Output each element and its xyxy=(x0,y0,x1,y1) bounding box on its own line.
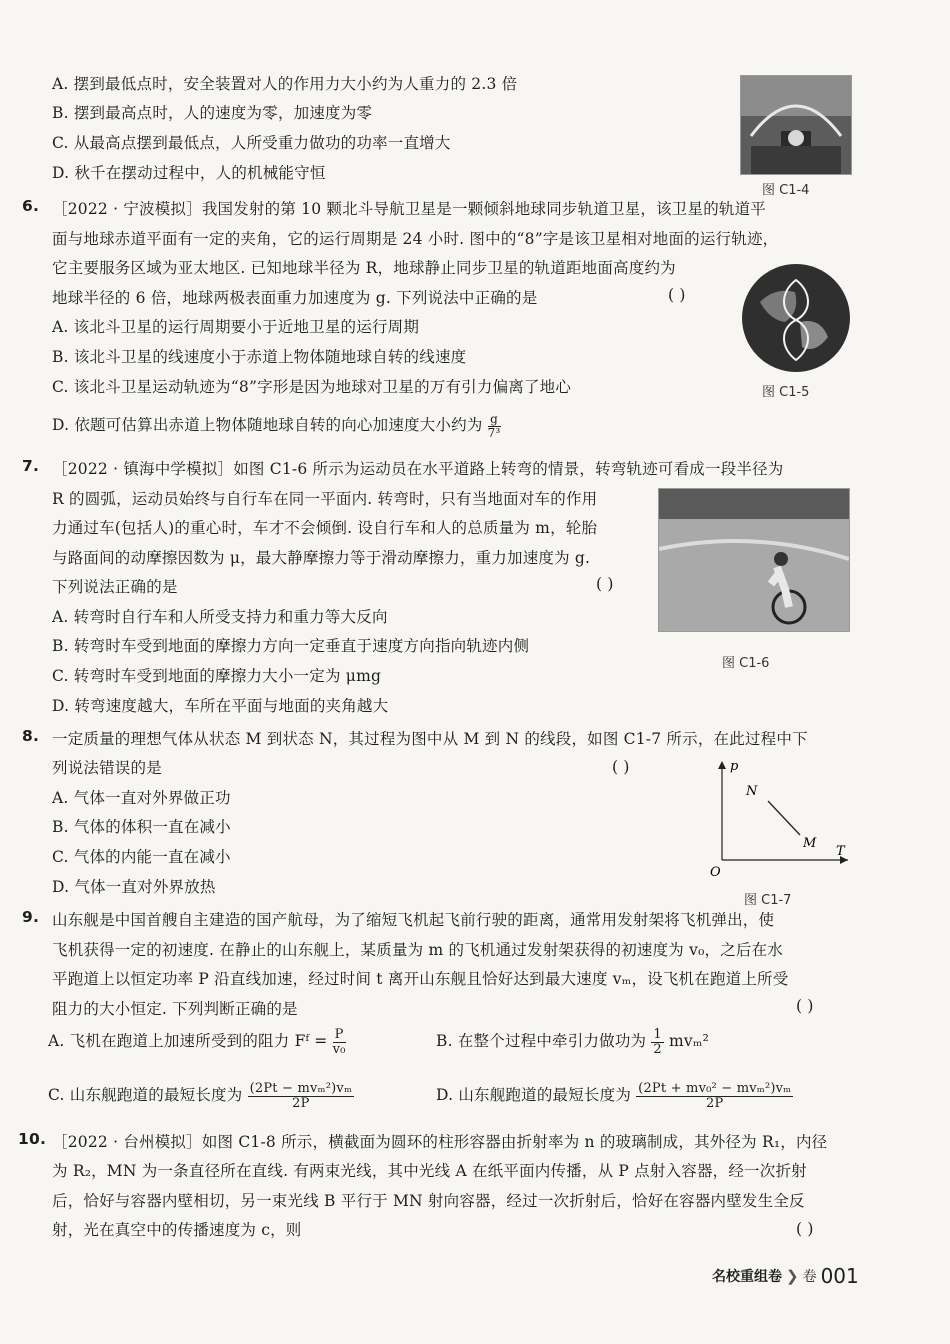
q6-line-2: 面与地球赤道平面有一定的夹角，它的运行周期是 24 小时. 图中的“8”字是该卫星相对地面的运行轨迹， xyxy=(52,230,779,248)
swing-photo-image xyxy=(741,76,851,174)
q8-number: 8. xyxy=(22,727,40,745)
q9-line-3: 平跑道上以恒定功率 P 沿直线加速，经过时间 t 离开山东舰且恰好达到最大速度 vₘ，设飞机在跑道上所受 xyxy=(52,970,789,988)
q6-option-c: C. 该北斗卫星运动轨迹为“8”字形是因为地球对卫星的万有引力偏离了地心 xyxy=(52,378,572,396)
q9-line-2: 飞机获得一定的初速度. 在静止的山东舰上，某质量为 m 的飞机通过发射架获得的初速度为 v₀，之后在水 xyxy=(52,941,784,959)
q9-option-b-fraction xyxy=(651,1028,663,1056)
cyclist-photo-image xyxy=(659,489,849,631)
q6-option-b: B. 该北斗卫星的线速度小于赤道上物体随地球自转的线速度 xyxy=(52,348,467,366)
frac-top: P xyxy=(333,1028,346,1043)
q7-line-4: 与路面间的动摩擦因数为 μ，最大静摩擦力等于滑动摩擦力，重力加速度为 g. xyxy=(52,549,591,567)
q9-option-b xyxy=(436,1028,709,1056)
p-label: p xyxy=(730,759,739,774)
origin-label: O xyxy=(710,865,721,880)
q9-number: 9. xyxy=(22,908,40,926)
point-m-label: M xyxy=(803,836,817,851)
q9-option-b-tail: mvₘ² xyxy=(669,1032,709,1051)
q7-answer-paren: ( ) xyxy=(596,575,614,593)
q8-answer-paren: ( ) xyxy=(612,758,630,776)
q9-option-c-fraction xyxy=(248,1082,355,1110)
q9-option-a xyxy=(48,1028,346,1056)
q7-option-a: A. 转弯时自行车和人所受支持力和重力等大反向 xyxy=(52,608,388,626)
mn-segment xyxy=(768,801,800,835)
q6-answer-paren: ( ) xyxy=(668,286,686,304)
q8-option-a: A. 气体一直对外界做正功 xyxy=(52,789,231,807)
q5-option-c: C. 从最高点摆到最低点，人所受重力做功的功率一直增大 xyxy=(52,134,451,152)
frac-bottom: 2P xyxy=(706,1095,724,1111)
q9-line-4: 阻力的大小恒定. 下列判断正确的是 xyxy=(52,1000,298,1018)
t-label: T xyxy=(836,844,845,859)
q8-line-1: 一定质量的理想气体从状态 M 到状态 N，其过程为图中从 M 到 N 的线段，如图 C1-7 所示，在此过程中下 xyxy=(52,730,808,748)
q9-option-b-text: B. 在整个过程中牵引力做功为 xyxy=(436,1032,647,1051)
q9-option-d-text: D. 山东舰跑道的最短长度为 xyxy=(436,1086,632,1105)
q6-line-1: ［2022 · 宁波模拟］我国发射的第 10 颗北斗导航卫星是一颗倾斜地球同步轨道卫星，该卫星的轨道平 xyxy=(52,200,767,218)
q6-line-3: 它主要服务区域为亚太地区. 已知地球半径为 R，地球静止同步卫星的轨道距地面高度约为 xyxy=(52,259,676,277)
q9-option-c-text: C. 山东舰跑道的最短长度为 xyxy=(48,1086,243,1105)
earth-figure xyxy=(740,262,852,374)
q9-option-a-text: A. 飞机在跑道上加速所受到的阻力 Fᶠ = xyxy=(48,1032,328,1051)
frac-bottom: v₀ xyxy=(332,1041,346,1057)
q5-option-a: A. 摆到最低点时，安全装置对人的作用力大小约为人重力的 2.3 倍 xyxy=(52,75,518,93)
q10-number: 10. xyxy=(18,1130,47,1148)
q9-option-a-fraction xyxy=(333,1028,346,1056)
point-n-label: N xyxy=(746,784,758,799)
chevron-right-icon: ❯ xyxy=(786,1267,799,1285)
q6-number: 6. xyxy=(22,197,40,215)
frac-bottom: 7³ xyxy=(487,425,501,440)
q6-option-a: A. 该北斗卫星的运行周期要小于近地卫星的运行周期 xyxy=(52,318,420,336)
q7-line-1: ［2022 · 镇海中学模拟］如图 C1-6 所示为运动员在水平道路上转弯的情景，转弯轨迹可看成一段半径为 xyxy=(52,460,784,478)
q6-option-d-text: D. 依题可估算出赤道上物体随地球自转的向心加速度大小约为 xyxy=(52,416,483,435)
frac-bottom: 2 xyxy=(653,1041,662,1057)
q7-line-5: 下列说法正确的是 xyxy=(52,578,178,596)
frac-top: 1 xyxy=(653,1027,662,1042)
frac-top: (2Pt + mv₀² − mvₘ²)vₘ xyxy=(638,1081,792,1096)
q7-figure-caption: 图 C1-6 xyxy=(722,656,770,671)
q10-line-2: 为 R₂，MN 为一条直径所在直线. 有两束光线，其中光线 A 在纸平面内传播，从 P 点射入容器，经一次折射 xyxy=(52,1162,807,1180)
q7-line-3: 力通过车(包括人)的重心时，车才不会倾倒. 设自行车和人的总质量为 m，轮胎 xyxy=(52,519,598,537)
page-number: 001 xyxy=(820,1264,859,1288)
q8-figure-caption: 图 C1-7 xyxy=(744,893,792,908)
pt-graph xyxy=(700,755,860,885)
earth-figure-image xyxy=(740,262,852,374)
q7-option-d: D. 转弯速度越大，车所在平面与地面的夹角越大 xyxy=(52,697,389,715)
q9-option-d-fraction xyxy=(636,1082,793,1110)
q10-line-3: 后，恰好与容器内壁相切，另一束光线 B 平行于 MN 射向容器，经过一次折射后，恰好在容器内壁发生全反 xyxy=(52,1192,805,1210)
q9-line-1: 山东舰是中国首艘自主建造的国产航母，为了缩短飞机起飞前行驶的距离，通常用发射架将飞机弹出，使 xyxy=(52,911,775,929)
frac-bottom: 2P xyxy=(292,1095,310,1111)
q9-option-d xyxy=(436,1082,793,1110)
q8-option-c: C. 气体的内能一直在减小 xyxy=(52,848,231,866)
q10-line-4: 射，光在真空中的传播速度为 c，则 xyxy=(52,1221,302,1239)
q9-option-c xyxy=(48,1082,354,1110)
q10-line-1: ［2022 · 台州模拟］如图 C1-8 所示，横截面为圆环的柱形容器由折射率为 n 的玻璃制成，其外径为 R₁，内径 xyxy=(52,1133,828,1151)
q6-line-4: 地球半径的 6 倍，地球两极表面重力加速度为 g. 下列说法中正确的是 xyxy=(52,289,538,307)
q8-option-b: B. 气体的体积一直在减小 xyxy=(52,818,231,836)
q10-answer-paren: ( ) xyxy=(796,1220,814,1238)
q7-option-b: B. 转弯时车受到地面的摩擦力方向一定垂直于速度方向指向轨迹内侧 xyxy=(52,637,530,655)
q7-option-c: C. 转弯时车受到地面的摩擦力大小一定为 μmg xyxy=(52,667,382,685)
q6-option-d-fraction xyxy=(488,413,501,439)
swing-photo xyxy=(740,75,852,175)
p-axis-arrow xyxy=(718,761,726,769)
q5-option-d: D. 秋千在摆动过程中，人的机械能守恒 xyxy=(52,164,326,182)
q6-figure-caption: 图 C1-5 xyxy=(762,385,810,400)
footer-brand: 名校重组卷 xyxy=(712,1269,782,1285)
q7-line-2: R 的圆弧，运动员始终与自行车在同一平面内. 转弯时，只有当地面对车的作用 xyxy=(52,490,598,508)
q8-line-2: 列说法错误的是 xyxy=(52,759,162,777)
q6-option-d xyxy=(52,413,501,439)
q5-figure-caption: 图 C1-4 xyxy=(762,183,810,198)
cyclist-photo xyxy=(658,488,850,632)
footer-volume: 卷 xyxy=(802,1269,817,1285)
frac-top: (2Pt − mvₘ²)vₘ xyxy=(249,1081,353,1096)
q9-answer-paren: ( ) xyxy=(796,997,814,1015)
q8-option-d: D. 气体一直对外界放热 xyxy=(52,878,216,896)
q7-number: 7. xyxy=(22,457,40,475)
q5-option-b: B. 摆到最高点时，人的速度为零，加速度为零 xyxy=(52,104,373,122)
page-footer xyxy=(712,1264,859,1288)
frac-top: g xyxy=(488,413,501,427)
